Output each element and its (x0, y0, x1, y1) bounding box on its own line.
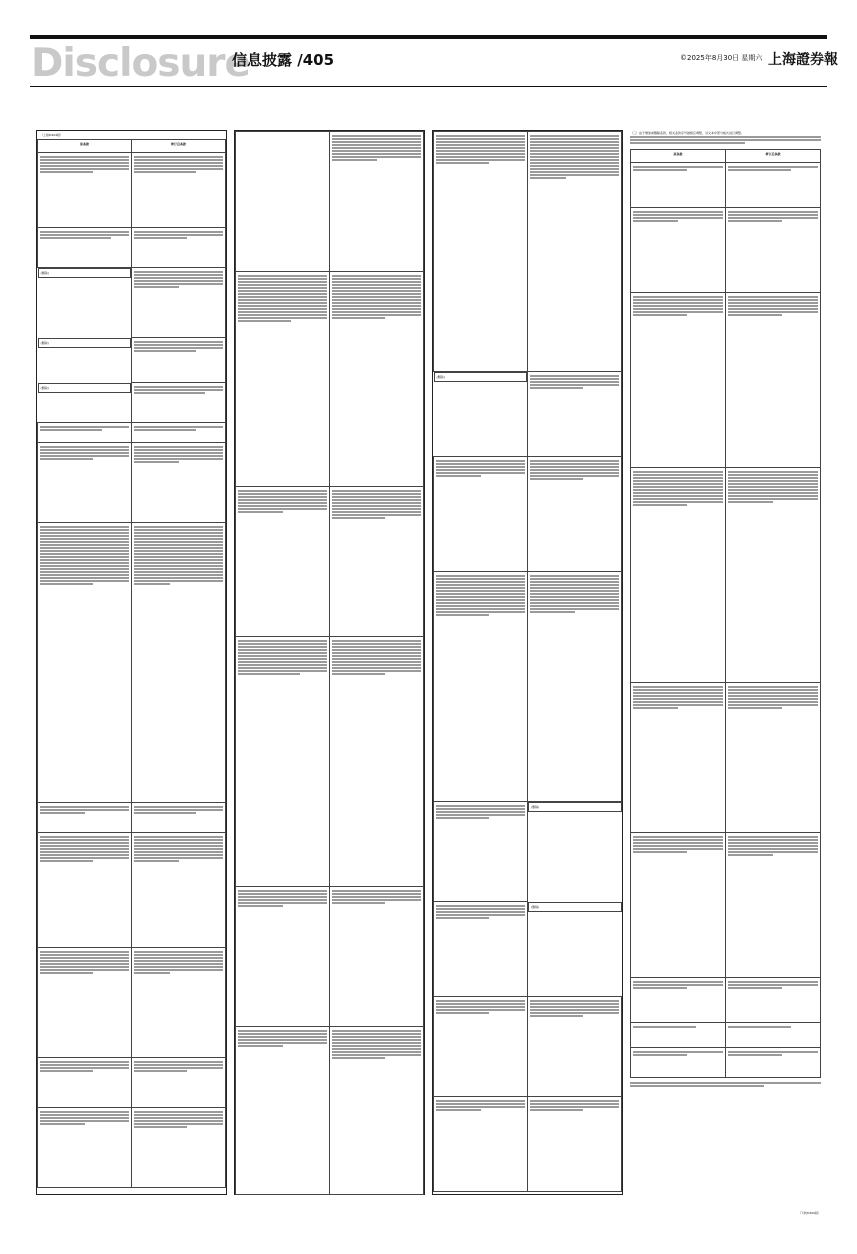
original-clause (236, 487, 330, 637)
table-row (38, 1058, 226, 1108)
revised-clause (132, 1058, 226, 1108)
revised-clause (528, 572, 622, 802)
original-clause (38, 1108, 132, 1188)
revised-clause (726, 1048, 821, 1078)
original-clause (236, 1027, 330, 1195)
original-clause (631, 978, 726, 1023)
original-clause (38, 383, 132, 393)
closing-note (630, 1082, 821, 1087)
revised-clause (726, 468, 821, 683)
original-clause (434, 372, 528, 382)
table-row (236, 132, 424, 272)
revised-clause (528, 132, 622, 372)
revised-clause (330, 487, 424, 637)
delete-label: (删除) (531, 904, 540, 909)
revised-clause (528, 902, 622, 912)
table-row (236, 1027, 424, 1195)
table-row (38, 228, 226, 268)
column-4 (630, 130, 821, 1215)
header-revised: 修订后条款 (726, 150, 821, 163)
continued-from-note: （上接D404版） (40, 133, 64, 137)
revised-clause (726, 293, 821, 468)
original-clause (434, 802, 528, 902)
revised-clause (132, 948, 226, 1058)
original-clause (38, 803, 132, 833)
amendment-table-1 (37, 139, 226, 1188)
table-row (38, 153, 226, 228)
issue-date: ©2025年8月30日 星期六 (680, 54, 763, 62)
continued-to-note: （下转D406版） (797, 1211, 821, 1215)
table-row (38, 803, 226, 833)
table-row (38, 383, 226, 423)
header-original: 原条款 (38, 140, 132, 153)
revised-clause (132, 523, 226, 803)
table-row (38, 833, 226, 948)
header-original: 原条款 (631, 150, 726, 163)
table-header-row (38, 140, 226, 153)
header-divider (30, 86, 827, 87)
revised-clause (726, 1023, 821, 1048)
table-row (631, 468, 821, 683)
revised-clause (726, 163, 821, 208)
table-row (631, 1048, 821, 1078)
original-clause (631, 293, 726, 468)
header-revised: 修订后条款 (132, 140, 226, 153)
table-row (38, 443, 226, 523)
table-row (434, 997, 622, 1097)
original-clause (434, 572, 528, 802)
original-clause (236, 132, 330, 272)
original-clause (631, 683, 726, 833)
table-row (236, 487, 424, 637)
original-clause (434, 1097, 528, 1192)
revised-clause (726, 683, 821, 833)
original-clause (631, 468, 726, 683)
table-row (236, 887, 424, 1027)
original-clause (631, 163, 726, 208)
delete-label: (删除) (40, 271, 49, 275)
delete-label: (删除) (436, 375, 445, 379)
original-clause (38, 948, 132, 1058)
revised-clause (528, 802, 622, 812)
table-row (38, 268, 226, 338)
amendment-table-4 (630, 149, 821, 1078)
original-clause (38, 833, 132, 948)
table-row (631, 208, 821, 293)
original-clause (38, 1058, 132, 1108)
revised-clause (330, 887, 424, 1027)
revised-clause (726, 208, 821, 293)
table-row (631, 978, 821, 1023)
revised-clause (132, 268, 226, 338)
newspaper-name: 上海證券報 (768, 52, 838, 68)
table-header-row (631, 150, 821, 163)
revised-clause (132, 803, 226, 833)
original-clause (434, 132, 528, 372)
column-1 (36, 130, 227, 1195)
table-row (434, 372, 622, 457)
original-clause (631, 833, 726, 978)
table-row (38, 423, 226, 443)
original-clause (38, 268, 132, 278)
original-clause (236, 637, 330, 887)
original-clause (434, 457, 528, 572)
revised-clause (132, 423, 226, 443)
revised-clause (726, 833, 821, 978)
delete-label: (删除) (40, 340, 49, 345)
original-clause (236, 272, 330, 487)
table-row (434, 1097, 622, 1192)
table-row (434, 802, 622, 902)
revised-clause (132, 443, 226, 523)
original-clause (38, 153, 132, 228)
original-clause (38, 338, 132, 348)
revised-clause (330, 1027, 424, 1195)
revised-clause (528, 457, 622, 572)
revised-clause (132, 338, 226, 383)
original-clause (434, 902, 528, 997)
section-intro (630, 130, 821, 149)
delete-label: (删除) (531, 805, 540, 809)
table-row (38, 948, 226, 1058)
amendment-table-2 (235, 131, 424, 1195)
table-row (631, 1023, 821, 1048)
table-row (434, 902, 622, 997)
revised-clause (528, 997, 622, 1097)
delete-label: (删除) (40, 385, 49, 390)
original-clause (38, 228, 132, 268)
column-2 (234, 130, 425, 1195)
revised-clause (132, 228, 226, 268)
table-row (38, 1108, 226, 1188)
table-row (631, 683, 821, 833)
original-clause (38, 443, 132, 523)
table-row (38, 523, 226, 803)
table-row (631, 163, 821, 208)
table-row (38, 338, 226, 383)
revised-clause (528, 1097, 622, 1192)
revised-clause (726, 978, 821, 1023)
table-row (434, 132, 622, 372)
column-3 (432, 130, 623, 1195)
revised-clause (132, 833, 226, 948)
table-row (631, 833, 821, 978)
original-clause (631, 208, 726, 293)
table-row (236, 637, 424, 887)
disclosure-logo: Disclosure (31, 41, 250, 86)
original-clause (38, 423, 132, 443)
revised-clause (132, 383, 226, 423)
intro-text: （三）由于增加或删除条款，相关条款序号做相应调整，对文本中部分格式进行调整。 (630, 131, 745, 135)
masthead-rule (30, 35, 827, 39)
original-clause (434, 997, 528, 1097)
amendment-table-3 (433, 131, 622, 1192)
section-title: 信息披露 /405 (232, 51, 335, 69)
revised-clause (330, 272, 424, 487)
table-row (236, 272, 424, 487)
original-clause (631, 1023, 726, 1048)
original-clause (38, 523, 132, 803)
table-row (434, 572, 622, 802)
table-row (631, 293, 821, 468)
table-row (434, 457, 622, 572)
revised-clause (330, 637, 424, 887)
original-clause (236, 887, 330, 1027)
original-clause (631, 1048, 726, 1078)
revised-clause (330, 132, 424, 272)
revised-clause (132, 1108, 226, 1188)
revised-clause (528, 372, 622, 457)
revised-clause (132, 153, 226, 228)
